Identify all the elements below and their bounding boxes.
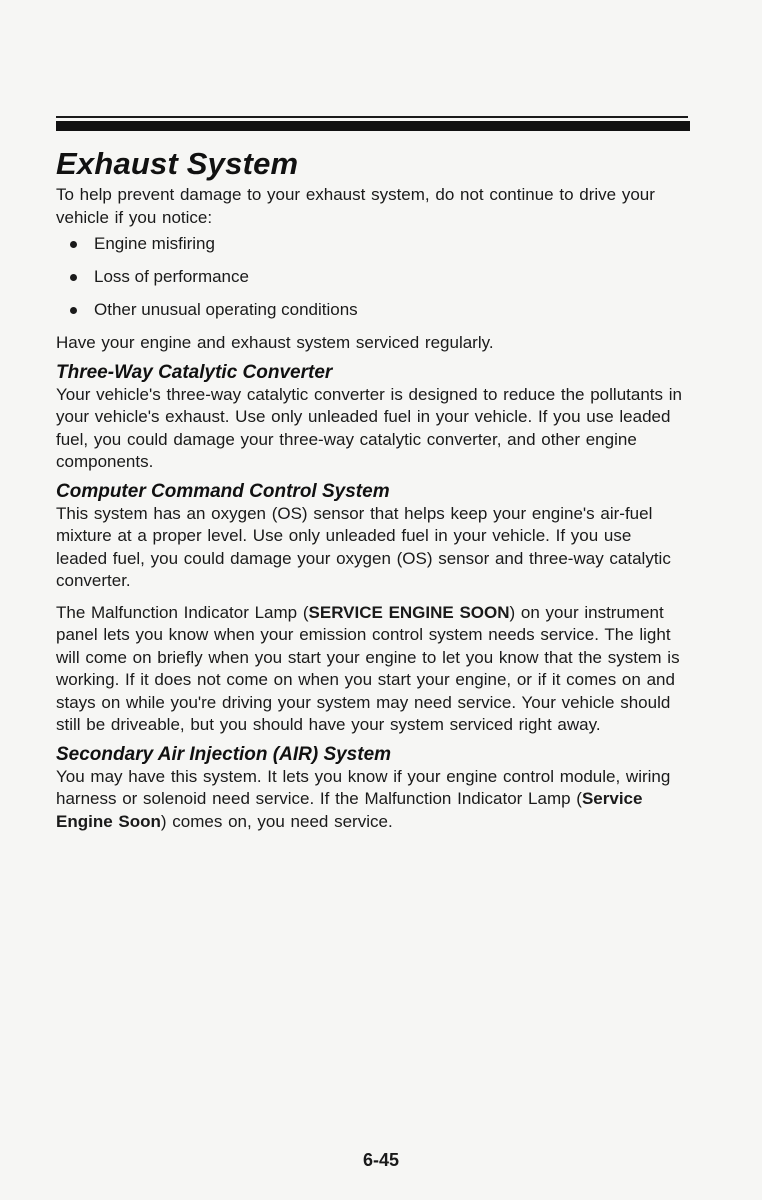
lamp-label-bold: SERVICE ENGINE SOON bbox=[308, 602, 510, 622]
lamp-text-pre: The Malfunction Indicator Lamp ( bbox=[56, 602, 309, 622]
catalytic-converter-heading: Three-Way Catalytic Converter bbox=[56, 361, 333, 383]
list-item-text: Engine misfiring bbox=[94, 234, 215, 253]
header-rule-thick bbox=[56, 121, 690, 131]
service-note: Have your engine and exhaust system serviced regularly. bbox=[56, 333, 494, 352]
air-lamp-label-bold: Service Engine Soon bbox=[56, 789, 643, 831]
computer-control-paragraph: This system has an oxygen (OS) sensor that helps keep your engine's air-fuel mixture at a proper level. Use only unleaded fuel in your vehicle. If you use leaded fuel, you could damage your oxygen (OS) sensor and three-way catalytic converter. bbox=[56, 503, 671, 590]
list-item bbox=[56, 233, 686, 266]
lamp-text-post: ) on your instrument panel lets you know when your emission control system needs service. The light will come on briefly when you start your engine to let you know that the system is working. If it does not come on when you start your engine, or if it comes on and stays on while you're driving your system may need service. Your vehicle should still be driveable, but you should have your system serviced right away. bbox=[56, 602, 680, 734]
air-text-pre: You may have this system. It lets you know if your engine control module, wiring harness or solenoid need service. If the Malfunction Indicator Lamp ( bbox=[56, 766, 671, 808]
page-number: 6-45 bbox=[362, 1150, 400, 1170]
air-injection-heading: Secondary Air Injection (AIR) System bbox=[56, 743, 392, 765]
list-item bbox=[56, 266, 686, 299]
air-text-post: ) comes on, you need service. bbox=[160, 811, 393, 831]
page-content bbox=[56, 144, 686, 833]
bullet-icon bbox=[70, 274, 77, 281]
list-item-text: Other unusual operating conditions bbox=[94, 300, 358, 319]
header-rule-thin bbox=[56, 116, 688, 118]
intro-paragraph: To help prevent damage to your exhaust system, do not continue to drive your vehicle if you notice: bbox=[56, 185, 655, 227]
bullet-icon bbox=[70, 307, 77, 314]
list-item-text: Loss of performance bbox=[94, 267, 249, 286]
computer-control-heading: Computer Command Control System bbox=[56, 480, 390, 502]
page-title: Exhaust System bbox=[56, 146, 299, 181]
indicator-lamp-paragraph bbox=[56, 602, 686, 737]
list-item bbox=[56, 299, 686, 332]
bullet-icon bbox=[70, 241, 77, 248]
air-injection-paragraph bbox=[56, 766, 686, 834]
catalytic-converter-paragraph: Your vehicle's three-way catalytic converter is designed to reduce the pollutants in your vehicle's exhaust. Use only unleaded fuel in your vehicle. If you use leaded fuel, you could damage your three-way catalytic converter, and other engine components. bbox=[56, 384, 682, 471]
symptom-list bbox=[56, 233, 686, 332]
